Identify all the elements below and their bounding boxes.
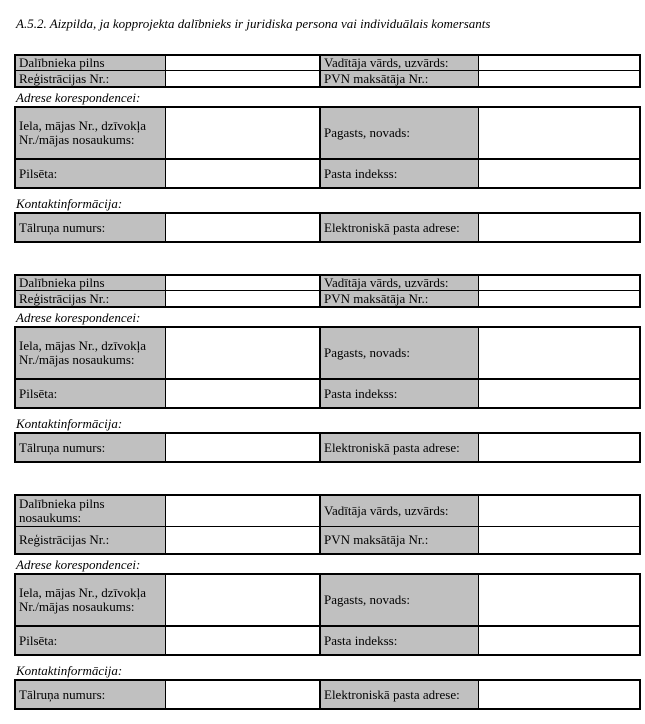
phone-input[interactable] bbox=[166, 214, 321, 241]
participant-name-label: Dalībnieka pilns bbox=[16, 56, 166, 71]
postal-code-label: Pasta indekss: bbox=[321, 160, 479, 187]
phone-label: Tālruņa numurs: bbox=[16, 681, 166, 708]
vat-nr-label: PVN maksātāja Nr.: bbox=[321, 71, 479, 86]
manager-name-label: Vadītāja vārds, uzvārds: bbox=[321, 496, 479, 527]
city-label: Pilsēta: bbox=[16, 160, 166, 187]
postal-code-input[interactable] bbox=[479, 627, 639, 654]
parish-label: Pagasts, novads: bbox=[321, 108, 479, 160]
parish-label: Pagasts, novads: bbox=[321, 575, 479, 627]
parish-input[interactable] bbox=[479, 108, 639, 160]
vat-nr-label: PVN maksātāja Nr.: bbox=[321, 291, 479, 306]
registration-nr-label: Reģistrācijas Nr.: bbox=[16, 527, 166, 553]
participant-name-input[interactable] bbox=[166, 56, 321, 71]
street-label: Iela, mājas Nr., dzīvokļa Nr./mājas nosaukums: bbox=[16, 575, 166, 627]
email-input[interactable] bbox=[479, 681, 639, 708]
manager-name-label: Vadītāja vārds, uzvārds: bbox=[321, 276, 479, 291]
participant-name-input[interactable] bbox=[166, 276, 321, 291]
registration-nr-label: Reģistrācijas Nr.: bbox=[16, 71, 166, 86]
phone-label: Tālruņa numurs: bbox=[16, 434, 166, 461]
contact-section-heading: Kontaktinformācija: bbox=[16, 663, 123, 678]
email-input[interactable] bbox=[479, 434, 639, 461]
street-input[interactable] bbox=[166, 108, 321, 160]
city-input[interactable] bbox=[166, 380, 321, 407]
participant-name-label: Dalībnieka pilns bbox=[16, 276, 166, 291]
address-section-heading: Adrese korespondencei: bbox=[16, 90, 141, 105]
email-label: Elektroniskā pasta adrese: bbox=[321, 681, 479, 708]
participant-main-table bbox=[14, 274, 641, 308]
address-table bbox=[14, 326, 641, 409]
phone-input[interactable] bbox=[166, 434, 321, 461]
contact-table bbox=[14, 212, 641, 243]
city-label: Pilsēta: bbox=[16, 627, 166, 654]
parish-input[interactable] bbox=[479, 575, 639, 627]
page-title: A.5.2. Aizpilda, ja kopprojekta dalībnieks ir juridiska persona vai individuālais komersants bbox=[16, 16, 491, 31]
address-table bbox=[14, 106, 641, 189]
registration-nr-label: Reģistrācijas Nr.: bbox=[16, 291, 166, 306]
registration-nr-input[interactable] bbox=[166, 291, 321, 306]
phone-input[interactable] bbox=[166, 681, 321, 708]
city-label: Pilsēta: bbox=[16, 380, 166, 407]
manager-name-input[interactable] bbox=[479, 56, 639, 71]
participant-block-2 bbox=[14, 274, 637, 463]
participant-name-label: Dalībnieka pilns nosaukums: bbox=[16, 496, 166, 527]
postal-code-input[interactable] bbox=[479, 160, 639, 187]
manager-name-input[interactable] bbox=[479, 276, 639, 291]
phone-label: Tālruņa numurs: bbox=[16, 214, 166, 241]
street-label: Iela, mājas Nr., dzīvokļa Nr./mājas nosaukums: bbox=[16, 108, 166, 160]
email-label: Elektroniskā pasta adrese: bbox=[321, 214, 479, 241]
postal-code-input[interactable] bbox=[479, 380, 639, 407]
contact-table bbox=[14, 432, 641, 463]
parish-input[interactable] bbox=[479, 328, 639, 380]
postal-code-label: Pasta indekss: bbox=[321, 380, 479, 407]
contact-section-heading: Kontaktinformācija: bbox=[16, 416, 123, 431]
contact-section-heading: Kontaktinformācija: bbox=[16, 196, 123, 211]
street-input[interactable] bbox=[166, 575, 321, 627]
participant-main-table bbox=[14, 54, 641, 88]
address-section-heading: Adrese korespondencei: bbox=[16, 557, 141, 572]
postal-code-label: Pasta indekss: bbox=[321, 627, 479, 654]
parish-label: Pagasts, novads: bbox=[321, 328, 479, 380]
email-input[interactable] bbox=[479, 214, 639, 241]
vat-nr-input[interactable] bbox=[479, 71, 639, 86]
vat-nr-input[interactable] bbox=[479, 527, 639, 553]
participant-main-table bbox=[14, 494, 641, 555]
participant-block-3 bbox=[14, 494, 637, 710]
manager-name-label: Vadītāja vārds, uzvārds: bbox=[321, 56, 479, 71]
street-label: Iela, mājas Nr., dzīvokļa Nr./mājas nosaukums: bbox=[16, 328, 166, 380]
registration-nr-input[interactable] bbox=[166, 527, 321, 553]
contact-table bbox=[14, 679, 641, 710]
participant-block-1 bbox=[14, 54, 637, 243]
vat-nr-label: PVN maksātāja Nr.: bbox=[321, 527, 479, 553]
address-table bbox=[14, 573, 641, 656]
city-input[interactable] bbox=[166, 627, 321, 654]
participant-name-input[interactable] bbox=[166, 496, 321, 527]
city-input[interactable] bbox=[166, 160, 321, 187]
address-section-heading: Adrese korespondencei: bbox=[16, 310, 141, 325]
email-label: Elektroniskā pasta adrese: bbox=[321, 434, 479, 461]
manager-name-input[interactable] bbox=[479, 496, 639, 527]
registration-nr-input[interactable] bbox=[166, 71, 321, 86]
vat-nr-input[interactable] bbox=[479, 291, 639, 306]
street-input[interactable] bbox=[166, 328, 321, 380]
